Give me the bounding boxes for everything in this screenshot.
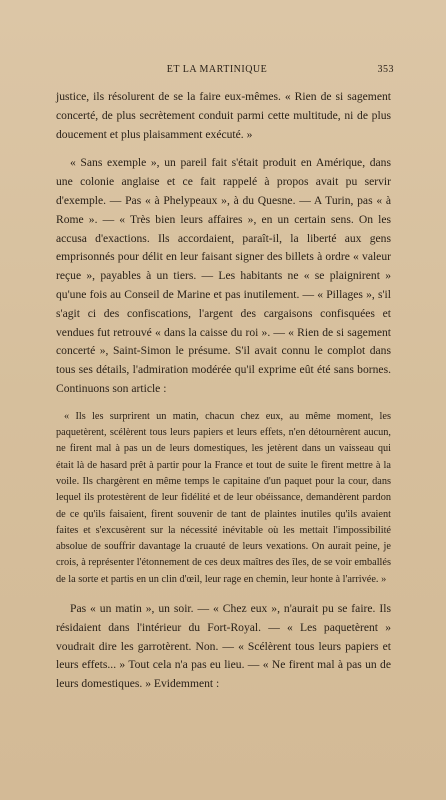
paragraph-rebuttal: Pas « un matin », un soir. — « Chez eux », n'aurait pu se faire. Ils résidaient dans l'intérieur du Fort-Royal. — « Les paquetèrent » voudrait dire les garrotèrent. Non. — « Scélèrent tous leurs papiers et leurs effets... » Tout cela n'a pas eu lieu. — « Ne firent mal à pas un de leurs domestiques. » Evidemment :	[56, 602, 391, 691]
block-quote: « Ils les surprirent un matin, chacun chez eux, au même moment, les paquetèrent, scélèrent tous leurs papiers et leurs effets, n'en détournèrent aucun, ne firent mal à pas un de leurs domestiques, les jetèrent dans un vaisseau qui était là de hasard prêt à partir pour la France et tout de suite le firent mettre à la voile. Ils chargèrent en même temps le capitaine d'un paquet pour la cour, dans lequel ils protestèrent de leur fidélité et de leur obéissance, demandèrent pardon de ce qu'ils faisaient, firent souvenir de tant de plaintes inutiles qu'ils avaient faites et s'excusèrent sur la nécessité inévitable où les mettait l'impossibilité absolue de souffrir davantage la cruauté de leurs vexations. On aurait peine, je crois, à représenter l'étonnement de ces deux maîtres des îles, de se voir emballés de la sorte et partis en un clin d'œil, leur rage en chemin, leur honte à l'arrivée. »	[56, 410, 391, 585]
page-number: 353	[377, 64, 394, 75]
running-header	[40, 64, 394, 80]
paragraph-commentary: « Sans exemple », un pareil fait s'était produit en Amérique, dans une colonie anglaise et ce fait rappelé à propos avait pu servir d'exemple. — Pas « à Phelypeaux », à du Quesne. — A Turin, pas « à Rome ». — « Très bien leurs affaires », en un certain sens. On les accusa d'exactions. Ils accordaient, paraît-il, la liberté aux gens emprisonnés pour délit en leur faisant signer des billets à ordre « valeur reçue », payables à un tiers. — Les habitants ne « se plaignirent » qu'une fois au Conseil de Marine et pas inutilement. — « Pillages », s'il s'agit ci des confiscations, l'argent des cargaisons confisquées et vendues fut retrouvé « dans la caisse du roi ». — « Rien de si sagement concerté », Saint-Simon le présume. S'il avait connu le complot dans tous ses détails, l'admiration modérée qu'il exprime eût été sans bornes. Continuons son article :	[56, 156, 391, 395]
paragraph-continued: justice, ils résolurent de se la faire eux-mêmes. « Rien de si sagement concerté, de plus secrètement conduit parmi cette multitude, ni de plus doucement et plus plaisamment exécuté. »	[56, 90, 391, 141]
page-body	[56, 88, 391, 694]
running-title: ET LA MARTINIQUE	[166, 64, 268, 75]
